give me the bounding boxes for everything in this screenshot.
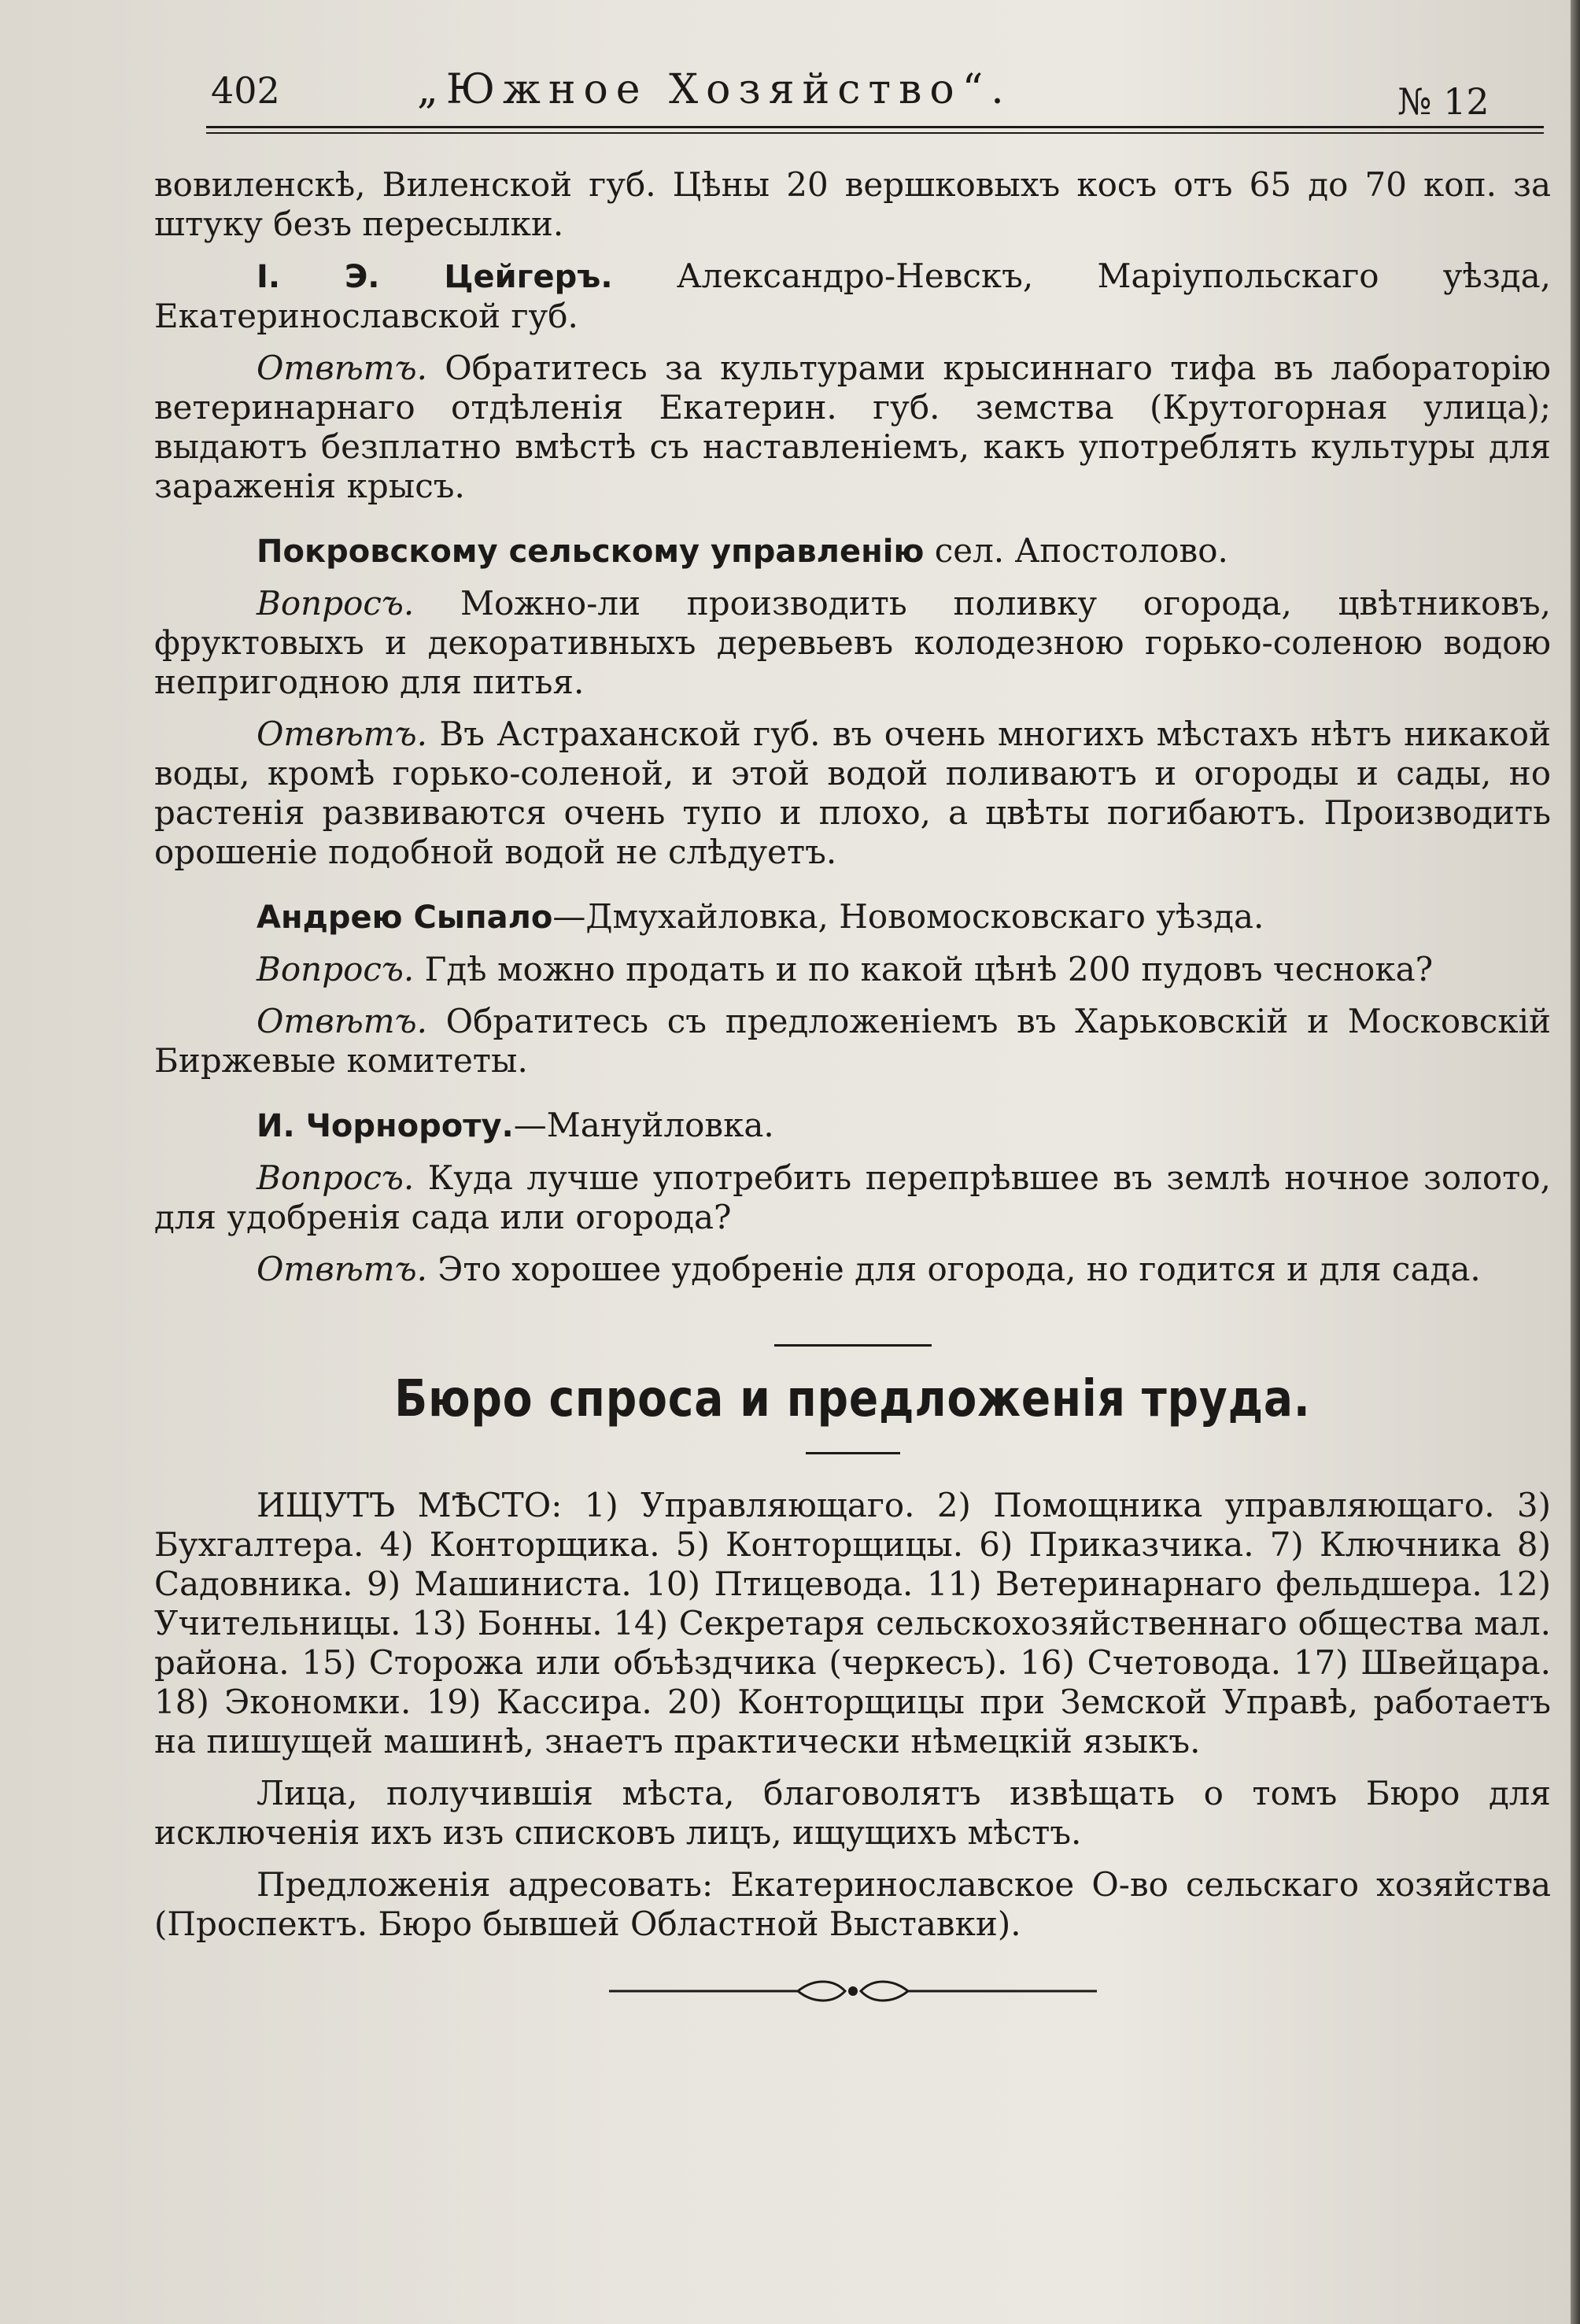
ornament-divider-icon [609,1975,1097,2007]
question-sypalo: Вопросъ. Гдѣ можно продать и по какой цѣнѣ 200 пудовъ чеснока? [257,950,1434,988]
journal-title: „Южное Хозяйство“. [417,66,1012,113]
section-divider [774,1344,932,1347]
page-header [211,66,1549,124]
issue-number: № 12 [1397,80,1490,123]
answer-label: Отвѣтъ. [257,349,427,387]
addressee-name: Покровскому сельскому управленію [257,534,925,570]
addressee-name: Андрею Сыпало [257,900,553,936]
paragraph-kosy-price: вовиленскѣ, Виленской губ. Цѣны 20 вершковыхъ косъ отъ 65 до 70 коп. за штуку безъ пересылки. [154,165,1551,243]
bureau-address: Предложенія адресовать: Екатеринославское О-во сельскаго хозяйства (Проспектъ. Бюро бывшей Областной Выставки). [154,1865,1551,1943]
bureau-title: Бюро спроса и предложенія труда. [394,1370,1311,1428]
bureau-notice: Лица, получившія мѣста, благоволятъ извѣщать о томъ Бюро для исключенія ихъ изъ списковъ лицъ, ищущихъ мѣстъ. [154,1774,1551,1852]
question-pokrovskoe: Вопросъ. Можно-ли производить поливку огорода, цвѣтниковъ, фруктовыхъ и декоративныхъ деревьевъ колодезною горько-соленою водою непригодною для питья. [154,584,1551,701]
question-chornorot: Вопросъ. Куда лучше употребить перепрѣвшее въ землѣ ночное золото, для удобренія сада или огорода? [154,1158,1551,1236]
paragraph-tseiger: І. Э. Цейгеръ. Александро-Невскъ, Маріупольскаго уѣзда, Екатеринославской губ. [154,257,1551,335]
addressee-name: И. Чорнороту. [257,1108,514,1144]
page-number: 402 [211,69,280,112]
question-label: Вопросъ. [257,950,415,988]
answer-sypalo: Отвѣтъ. Обратитесь съ предложеніемъ въ Харьковскій и Московскій Биржевые комитеты. [154,1002,1551,1080]
answer-pokrovskoe: Отвѣтъ. Въ Астраханской губ. въ очень многихъ мѣстахъ нѣтъ никакой воды, кромѣ горько-соленой, и этой водой поливаютъ и огороды и сады, но растенія развиваются очень тупо и плохо, а цвѣты погибаютъ. Производить орошеніе подобной водой не слѣдуетъ. [154,715,1551,871]
answer-label: Отвѣтъ. [257,1002,427,1040]
page-edge-shadow [1571,0,1580,2324]
addressee-name: І. Э. Цейгеръ. [257,259,613,295]
bureau-job-list: ИЩУТЪ МѢСТО: 1) Управляющаго. 2) Помощника управляющаго. 3) Бухгалтера. 4) Конторщика. 5) Конторщицы. 6) Приказчика. 7) Ключника 8) Садовника. 9) Машиниста. 10) Птицевода. 11) Ветеринарнаго фельдшера. 12) Учительницы. 13) Бонны. 14) Секретаря сельскохозяйственнаго общества мал. района. 15) Сторожа или объѣздчика (черкесъ). 16) Счетовода. 17) Швейцара. 18) Экономки. 19) Кассира. 20) Конторщицы при Земской Управѣ, работаетъ на пишущей машинѣ, знаетъ практически нѣмецкій языкъ. [154,1486,1551,1761]
paragraph-pokrovskoe: Покровскому сельскому управленію сел. Апостолово. [257,531,1228,570]
paragraph-sypalo: Андрею Сыпало—Дмухайловка, Новомосковскаго уѣзда. [257,897,1264,936]
title-underline [806,1452,900,1454]
header-rule-bottom [206,132,1544,134]
question-label: Вопросъ. [257,584,415,623]
answer-label: Отвѣтъ. [257,715,427,753]
paragraph-chornorot: И. Чорнороту.—Мануйловка. [257,1106,774,1144]
page-content [154,165,1551,2007]
answer-chornorot: Отвѣтъ. Это хорошее удобреніе для огорода, но годится и для сада. [257,1250,1481,1288]
answer-label: Отвѣтъ. [257,1250,427,1288]
header-rule-top [206,126,1544,128]
answer-tseiger: Отвѣтъ. Обратитесь за культурами крысиннаго тифа въ лабораторію ветеринарнаго отдѣленія Екатерин. губ. земства (Крутогорная улица); выдаютъ безплатно вмѣстѣ съ наставленіемъ, какъ употреблять культуры для зараженія крысъ. [154,349,1551,505]
question-label: Вопросъ. [257,1158,415,1197]
